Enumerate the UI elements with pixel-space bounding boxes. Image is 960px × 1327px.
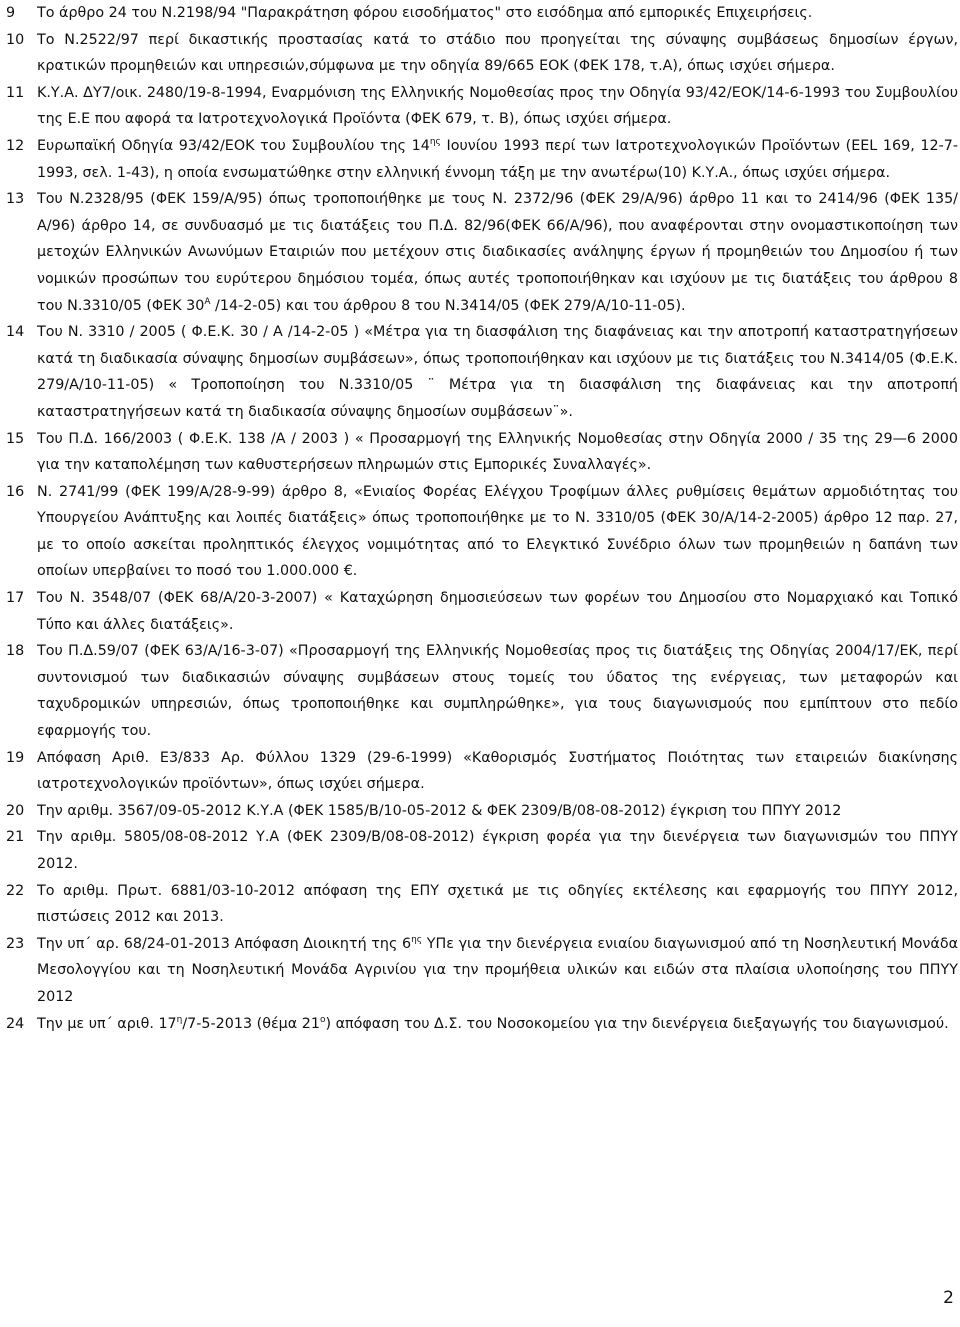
item-number: 20 — [6, 802, 25, 819]
item-number: 24 — [6, 1015, 25, 1032]
list-item — [6, 1011, 958, 1038]
superscript: η — [176, 1014, 183, 1025]
superscript: Α — [204, 296, 211, 307]
item-text: Ν. 2741/99 (ΦΕΚ 199/Α/28-9-99) άρθρο 8, «Ενιαίος Φορέας Ελέγχου Τροφίμων άλλες ρυθμίσεις θεμάτων αρμοδιότητας του Υπουργείου Ανάπτυξης και λοιπές διατάξεις» όπως τροποποιήθηκε με το Ν. 3310/05 (ΦΕΚ 30/Α/14-2-2005) άρθρο 12 παρ. 27, με το οποίο ασκείται προληπτικός έλεγχος νομιμότητας από το Ελεγκτικό Συνέδριο όλων των προμηθειών η δαπάνη των οποίων υπερβαίνει το ποσό του 1.000.000 €. — [37, 483, 958, 580]
superscript: ο — [319, 1014, 326, 1025]
list-item — [6, 798, 958, 825]
item-number: 13 — [6, 191, 25, 208]
list-item — [6, 133, 958, 186]
item-text-part: Ιουνίου 1993 περί των Ιατροτεχνολογικών Προϊόντων (EEL 169, 12-7-1993, σελ. 1-43), η οποία ενσωματώθηκε στην ελληνική έννομη τάξη με την ανωτέρω(10) Κ.Υ.Α., όπως ισχύει σήμερα. — [37, 137, 959, 181]
item-text: Το Ν.2522/97 περί δικαστικής προστασίας κατά το στάδιο που προηγείται της σύναψης συμβάσεως δημοσίων έργων, κρατικών προμηθειών και υπηρεσιών,σύμφωνα με την οδηγία 89/665 ΕΟΚ (ΦΕΚ 178, τ.Α), όπως ισχύει σήμερα. — [37, 31, 958, 75]
item-text: Του Ν. 3310 / 2005 ( Φ.Ε.Κ. 30 / Α /14-2-05 ) «Μέτρα για τη διασφάλιση της διαφάνειας και την αποτροπή καταστρατηγήσεων κατά τη διαδικασία σύναψης δημοσίων συμβάσεων», όπως τροποποιήθηκαν και ισχύουν με τις διατάξεις του Ν.3414/05 (Φ.Ε.Κ. 279/Α/10-11-05) « Τροποποίηση του Ν.3310/05 ¨ Μέτρα για τη διασφάλιση της διαφάνειας και την αποτροπή καταστρατηγήσεων κατά τη διαδικασία σύναψης δημοσίων συμβάσεων¨». — [37, 324, 958, 420]
list-item — [6, 319, 958, 425]
item-text: Του Ν. 3548/07 (ΦΕΚ 68/Α/20-3-2007) « Καταχώρηση δημοσιεύσεων των φορέων του Δημοσίου στο Νομαρχιακό και Τοπικό Τύπο και άλλες διατάξεις». — [37, 590, 958, 633]
item-text-part: Του Ν.2328/95 (ΦΕΚ 159/Α/95) όπως τροποποιήθηκε με τους Ν. 2372/96 (ΦΕΚ 29/Α/96) άρθρο 11 και το 2414/96 (ΦΕΚ 135/Α/96) άρθρο 14, σε συνδυασμό με τις διατάξεις του Π.Δ. 82/96(ΦΕΚ 66/Α/96), που αναφέρονται στην ονομαστικοποίηση των μετοχών Ελληνικών Ανωνύμων Εταιριών που μετέχουν στις διαδικασίες ανάληψης έργων ή προμηθειών του Δημοσίου ή των νομικών προσώπων του ευρύτερου δημόσιου τομέα, όπως αυτές τροποποιήθηκαν και ισχύουν με τις διατάξεις του άρθρου 8 του Ν.3310/05 (ΦΕΚ 30 — [37, 191, 958, 314]
item-text-part: /14-2-05) και του άρθρου 8 του Ν.3414/05 (ΦΕΚ 279/Α/10-11-05). — [210, 297, 686, 314]
item-number: 11 — [6, 84, 25, 101]
item-text-part: Την υπ΄ αρ. 68/24-01-2013 Απόφαση Διοικητή της 6 — [37, 935, 412, 952]
list-item — [6, 824, 958, 877]
item-number: 12 — [6, 137, 25, 154]
item-number: 16 — [6, 483, 25, 500]
item-text-part: ΥΠε για την διενέργεια ενιαίου διαγωνισμού από τη Νοσηλευτική Μονάδα Μεσολογγίου και τη Νοσηλευτική Μονάδα Αγρινίου για την προμήθεια υλικών και ειδών στα πλαίσια υλοποίησης του ΠΠΥΥ 2012 — [37, 935, 958, 1005]
item-text: Το αριθμ. Πρωτ. 6881/03-10-2012 απόφαση της ΕΠΥ σχετικά με τις οδηγίες εκτέλεσης και εφαρμογής του ΠΠΥΥ 2012, πιστώσεις 2012 και 2013. — [37, 882, 958, 926]
item-text: Την αριθμ. 3567/09-05-2012 Κ.Υ.Α (ΦΕΚ 1585/Β/10-05-2012 & ΦΕΚ 2309/Β/08-08-2012) έγκριση του ΠΠΥΥ 2012 — [37, 802, 842, 819]
list-item — [6, 638, 958, 744]
superscript: ης — [411, 934, 423, 945]
item-text-part: ) απόφαση του Δ.Σ. του Νοσοκομείου για την διενέργεια διεξαγωγής του διαγωνισμού. — [325, 1015, 949, 1032]
item-text — [37, 931, 958, 1011]
list-item — [6, 0, 958, 27]
item-text: Την αριθμ. 5805/08-08-2012 Υ.Α (ΦΕΚ 2309/Β/08-08-2012) έγκριση φορέα για την διενέργεια των διαγωνισμών του ΠΠΥΥ 2012. — [37, 829, 958, 872]
item-text — [37, 186, 958, 319]
item-number: 21 — [6, 829, 25, 846]
superscript: ης — [429, 136, 441, 147]
item-number: 23 — [6, 935, 25, 952]
item-text: Του Π.Δ. 166/2003 ( Φ.Ε.Κ. 138 /Α / 2003 ) « Προσαρμογή της Ελληνικής Νομοθεσίας στην Οδηγία 2000 / 35 της 29—6 2000 για την καταπολέμηση των καθυστερήσεων πληρωμών στις Εμπορικές Συναλλαγές». — [37, 430, 958, 474]
list-item — [6, 931, 958, 1011]
item-text: Κ.Υ.Α. ΔΥ7/οικ. 2480/19-8-1994, Εναρμόνιση της Ελληνικής Νομοθεσίας προς την Οδηγία 93/42/ΕΟΚ/14-6-1993 του Συμβουλίου της Ε.Ε που αφορά τα Ιατροτεχνολογικά Προϊόντα (ΦΕΚ 679, τ. Β), όπως ισχύει σήμερα. — [37, 84, 958, 128]
list-item — [6, 186, 958, 319]
item-number: 9 — [6, 5, 16, 21]
item-number: 18 — [6, 643, 25, 660]
item-text: Του Π.Δ.59/07 (ΦΕΚ 63/Α/16-3-07) «Προσαρμογή της Ελληνικής Νομοθεσίας προς τις διατάξεις της Οδηγίας 2004/17/ΕΚ, περί συντονισμού των διαδικασιών σύναψης συμβάσεων στους τομείς του ύδατος της ενέργειας, των μεταφορών και ταχυδρομικών υπηρεσιών, όπως τροποποιήθηκε και συμπληρώθηκε», για τους διαγωνισμούς που εμπίπτουν στο πεδίο εφαρμογής του. — [37, 643, 958, 740]
item-text — [37, 133, 958, 186]
list-item — [6, 80, 958, 133]
item-number: 14 — [6, 324, 25, 341]
page-number: 2 — [943, 1288, 954, 1308]
item-number: 15 — [6, 430, 25, 447]
item-text: Απόφαση Αριθ. Ε3/833 Αρ. Φύλλου 1329 (29-6-1999) «Καθορισμός Συστήματος Ποιότητας των εταιρειών διακίνησης ιατροτεχνολογικών προϊόντων», όπως ισχύει σήμερα. — [37, 749, 958, 793]
item-text-part: /7-5-2013 (θέμα 21 — [182, 1015, 320, 1032]
legal-references-list — [6, 0, 958, 1037]
item-text-part: Την με υπ΄ αριθ. 17 — [37, 1015, 177, 1032]
list-item — [6, 745, 958, 798]
item-text — [37, 1011, 958, 1038]
list-item — [6, 426, 958, 479]
list-item — [6, 878, 958, 931]
list-item — [6, 27, 958, 80]
list-item — [6, 585, 958, 638]
item-number: 22 — [6, 882, 25, 899]
item-text: Το άρθρο 24 του Ν.2198/94 "Παρακράτηση φόρου εισοδήματος" στο εισόδημα από εμπορικές Επιχειρήσεις. — [37, 5, 813, 21]
item-number: 10 — [6, 31, 25, 48]
list-item — [6, 479, 958, 585]
item-text-part: Ευρωπαϊκή Οδηγία 93/42/ΕΟΚ του Συμβουλίου της 14 — [37, 137, 430, 154]
item-number: 19 — [6, 749, 25, 766]
item-number: 17 — [6, 590, 25, 607]
